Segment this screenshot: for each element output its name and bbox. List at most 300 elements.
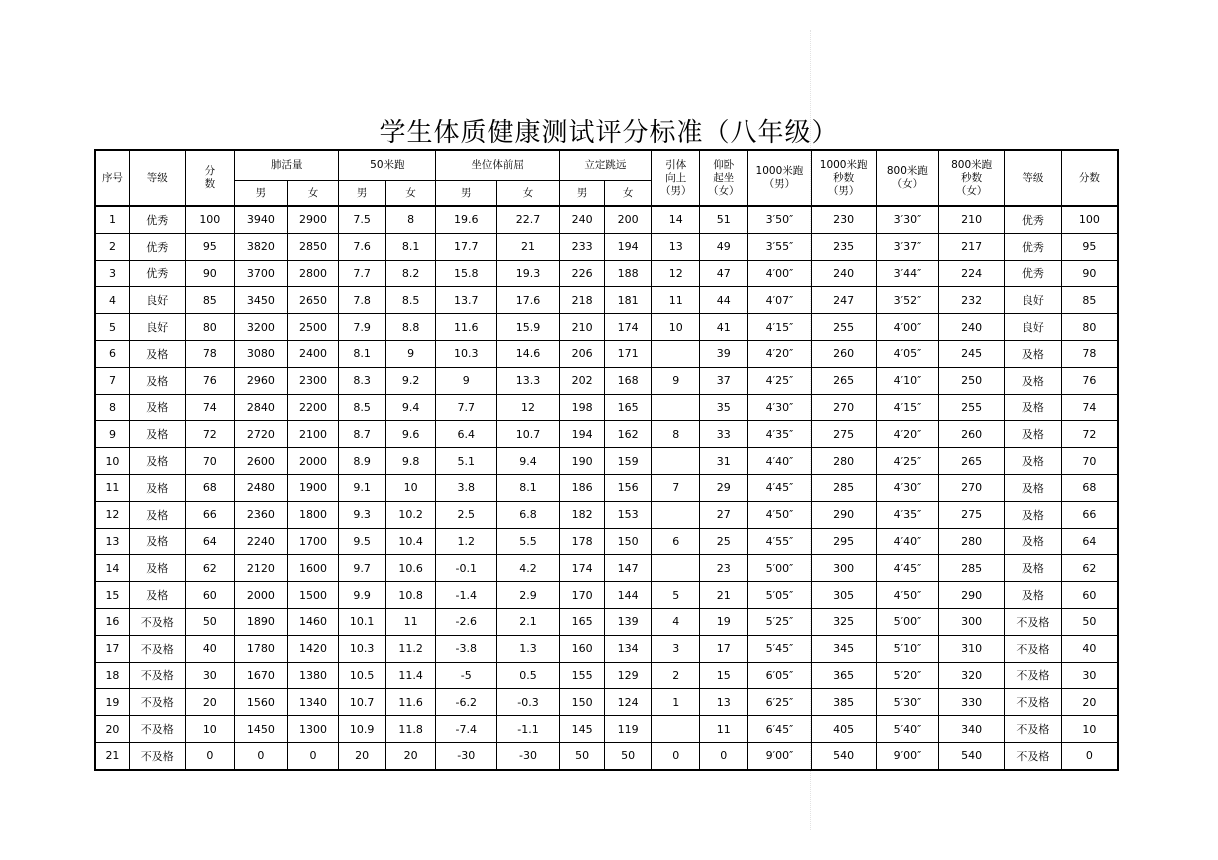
header-male: 男: [559, 181, 605, 207]
table-row: [95, 206, 1118, 233]
table-cell: 6′45″: [748, 716, 812, 743]
table-cell: 12: [651, 260, 700, 287]
table-cell: 540: [939, 742, 1005, 769]
table-cell: 及格: [129, 448, 185, 475]
table-cell: 1670: [235, 662, 288, 689]
table-cell: 2120: [235, 555, 288, 582]
table-cell: 2300: [287, 367, 339, 394]
table-cell: 4′25″: [876, 448, 939, 475]
table-cell: 62: [185, 555, 235, 582]
table-cell: 4′45″: [876, 555, 939, 582]
table-cell: 2720: [235, 421, 288, 448]
table-cell: 10.8: [385, 582, 436, 609]
header-score-right: 分数: [1061, 150, 1118, 206]
table-cell: 3700: [235, 260, 288, 287]
table-cell: 233: [559, 233, 605, 260]
table-cell: 4′07″: [748, 287, 812, 314]
table-cell: 优秀: [129, 206, 185, 233]
table-cell: 78: [185, 340, 235, 367]
table-cell: 1.3: [497, 635, 560, 662]
table-cell: 3200: [235, 314, 288, 341]
table-cell: 10: [95, 448, 129, 475]
table-cell: 280: [939, 528, 1005, 555]
table-row: [95, 716, 1118, 743]
table-cell: 155: [559, 662, 605, 689]
table-cell: 1450: [235, 716, 288, 743]
table-row: [95, 367, 1118, 394]
table-cell: 4: [95, 287, 129, 314]
table-cell: 13: [651, 233, 700, 260]
table-cell: 及格: [1005, 421, 1062, 448]
table-cell: 及格: [1005, 367, 1062, 394]
table-cell: 5′20″: [876, 662, 939, 689]
table-row: [95, 555, 1118, 582]
table-cell: 85: [1061, 287, 1118, 314]
table-cell: 及格: [1005, 340, 1062, 367]
table-cell: 1460: [287, 608, 339, 635]
table-cell: 95: [185, 233, 235, 260]
table-cell: 14.6: [497, 340, 560, 367]
table-cell: 不及格: [1005, 716, 1062, 743]
table-cell: 47: [700, 260, 748, 287]
table-cell: -6.2: [436, 689, 497, 716]
table-cell: 247: [811, 287, 876, 314]
table-cell: 11.6: [385, 689, 436, 716]
table-cell: 18: [95, 662, 129, 689]
table-cell: 23: [700, 555, 748, 582]
table-cell: 4′15″: [876, 394, 939, 421]
table-row: [95, 260, 1118, 287]
table-cell: 174: [605, 314, 652, 341]
table-cell: 70: [185, 448, 235, 475]
table-cell: [651, 448, 700, 475]
table-cell: 优秀: [1005, 206, 1062, 233]
table-cell: 10: [1061, 716, 1118, 743]
table-cell: 及格: [129, 501, 185, 528]
table-cell: 190: [559, 448, 605, 475]
table-cell: 不及格: [1005, 608, 1062, 635]
table-cell: 31: [700, 448, 748, 475]
table-cell: 64: [185, 528, 235, 555]
table-cell: 19: [95, 689, 129, 716]
table-cell: 188: [605, 260, 652, 287]
table-cell: 2.9: [497, 582, 560, 609]
table-cell: 不及格: [129, 716, 185, 743]
table-cell: 60: [185, 582, 235, 609]
table-cell: 4.2: [497, 555, 560, 582]
table-cell: 11: [700, 716, 748, 743]
table-cell: 217: [939, 233, 1005, 260]
table-cell: 60: [1061, 582, 1118, 609]
table-cell: 29: [700, 474, 748, 501]
header-1000m-seconds: 1000米跑 秒数 （男）: [811, 150, 876, 206]
table-cell: 及格: [129, 555, 185, 582]
table-cell: 6.8: [497, 501, 560, 528]
table-cell: 30: [185, 662, 235, 689]
table-cell: 40: [1061, 635, 1118, 662]
header-800m-run: 800米跑 （女）: [876, 150, 939, 206]
table-cell: 280: [811, 448, 876, 475]
table-cell: 129: [605, 662, 652, 689]
table-cell: 4′20″: [876, 421, 939, 448]
table-cell: 4′30″: [748, 394, 812, 421]
table-cell: 30: [1061, 662, 1118, 689]
table-cell: 405: [811, 716, 876, 743]
table-cell: 95: [1061, 233, 1118, 260]
table-cell: -1.4: [436, 582, 497, 609]
table-cell: 5′40″: [876, 716, 939, 743]
table-cell: 15: [95, 582, 129, 609]
table-cell: 8.5: [385, 287, 436, 314]
table-cell: 8.1: [497, 474, 560, 501]
table-cell: 224: [939, 260, 1005, 287]
table-cell: 7: [651, 474, 700, 501]
table-cell: 240: [939, 314, 1005, 341]
table-cell: 14: [651, 206, 700, 233]
table-cell: 优秀: [1005, 233, 1062, 260]
table-cell: 及格: [129, 528, 185, 555]
table-cell: -3.8: [436, 635, 497, 662]
table-cell: 2850: [287, 233, 339, 260]
table-cell: 13: [95, 528, 129, 555]
table-cell: -5: [436, 662, 497, 689]
table-cell: 3′44″: [876, 260, 939, 287]
table-cell: 20: [339, 742, 386, 769]
table-cell: -0.1: [436, 555, 497, 582]
table-cell: 51: [700, 206, 748, 233]
table-cell: 345: [811, 635, 876, 662]
table-cell: 及格: [129, 582, 185, 609]
table-cell: 9: [385, 340, 436, 367]
table-cell: 4: [651, 608, 700, 635]
table-cell: 1.2: [436, 528, 497, 555]
table-cell: 10.9: [339, 716, 386, 743]
table-cell: 64: [1061, 528, 1118, 555]
table-cell: 165: [559, 608, 605, 635]
table-cell: 3′55″: [748, 233, 812, 260]
table-cell: 240: [811, 260, 876, 287]
table-cell: 162: [605, 421, 652, 448]
table-cell: 41: [700, 314, 748, 341]
table-cell: 及格: [1005, 501, 1062, 528]
table-cell: 365: [811, 662, 876, 689]
table-cell: 3080: [235, 340, 288, 367]
table-cell: 8.3: [339, 367, 386, 394]
table-row: [95, 340, 1118, 367]
table-cell: 171: [605, 340, 652, 367]
table-cell: 4′05″: [876, 340, 939, 367]
table-cell: 8: [651, 421, 700, 448]
table-cell: 良好: [129, 287, 185, 314]
table-cell: 147: [605, 555, 652, 582]
table-cell: 4′45″: [748, 474, 812, 501]
table-cell: 5.1: [436, 448, 497, 475]
table-cell: 37: [700, 367, 748, 394]
table-cell: 5: [95, 314, 129, 341]
table-cell: -1.1: [497, 716, 560, 743]
table-cell: 174: [559, 555, 605, 582]
table-cell: 20: [385, 742, 436, 769]
table-cell: 15.8: [436, 260, 497, 287]
table-cell: 49: [700, 233, 748, 260]
header-male: 男: [436, 181, 497, 207]
table-cell: 1600: [287, 555, 339, 582]
table-cell: 0: [1061, 742, 1118, 769]
table-cell: 9: [95, 421, 129, 448]
table-cell: 10.5: [339, 662, 386, 689]
table-row: [95, 394, 1118, 421]
table-cell: 8.7: [339, 421, 386, 448]
table-cell: 290: [811, 501, 876, 528]
table-cell: 3′37″: [876, 233, 939, 260]
table-cell: 10.3: [436, 340, 497, 367]
header-lung-capacity: 肺活量: [235, 150, 339, 181]
table-cell: 11: [95, 474, 129, 501]
table-cell: 13: [700, 689, 748, 716]
table-cell: 1420: [287, 635, 339, 662]
table-cell: 优秀: [129, 260, 185, 287]
table-row: [95, 608, 1118, 635]
table-cell: 9.9: [339, 582, 386, 609]
table-cell: 74: [1061, 394, 1118, 421]
table-cell: 226: [559, 260, 605, 287]
table-cell: 119: [605, 716, 652, 743]
table-cell: 9′00″: [748, 742, 812, 769]
table-cell: 1780: [235, 635, 288, 662]
table-cell: [651, 394, 700, 421]
table-cell: 不及格: [129, 742, 185, 769]
table-cell: 44: [700, 287, 748, 314]
table-cell: 200: [605, 206, 652, 233]
table-cell: 80: [185, 314, 235, 341]
table-cell: 76: [185, 367, 235, 394]
table-cell: 1900: [287, 474, 339, 501]
table-cell: 及格: [129, 340, 185, 367]
table-cell: 275: [811, 421, 876, 448]
table-cell: 3′30″: [876, 206, 939, 233]
table-cell: 不及格: [1005, 635, 1062, 662]
table-cell: 40: [185, 635, 235, 662]
table-cell: 5: [651, 582, 700, 609]
table-cell: 不及格: [1005, 689, 1062, 716]
table-cell: 2000: [287, 448, 339, 475]
header-male: 男: [339, 181, 386, 207]
table-row: [95, 448, 1118, 475]
header-grade-right: 等级: [1005, 150, 1062, 206]
table-cell: 39: [700, 340, 748, 367]
table-cell: 139: [605, 608, 652, 635]
table-cell: 8.1: [385, 233, 436, 260]
table-cell: 90: [185, 260, 235, 287]
table-cell: 2800: [287, 260, 339, 287]
table-cell: 4′20″: [748, 340, 812, 367]
table-cell: 182: [559, 501, 605, 528]
table-cell: 270: [811, 394, 876, 421]
table-cell: 250: [939, 367, 1005, 394]
table-cell: 8: [95, 394, 129, 421]
table-cell: 3.8: [436, 474, 497, 501]
table-cell: 218: [559, 287, 605, 314]
table-cell: 1890: [235, 608, 288, 635]
table-cell: 11.8: [385, 716, 436, 743]
table-cell: 2480: [235, 474, 288, 501]
table-cell: 9.8: [385, 448, 436, 475]
table-row: [95, 528, 1118, 555]
table-cell: 5′45″: [748, 635, 812, 662]
table-cell: 68: [185, 474, 235, 501]
table-cell: 2600: [235, 448, 288, 475]
table-cell: 3′52″: [876, 287, 939, 314]
table-cell: 50: [1061, 608, 1118, 635]
table-cell: 134: [605, 635, 652, 662]
header-1000m-run: 1000米跑 （男）: [748, 150, 812, 206]
table-cell: 3′50″: [748, 206, 812, 233]
table-row: [95, 314, 1118, 341]
table-row: [95, 421, 1118, 448]
table-cell: 33: [700, 421, 748, 448]
table-cell: 5.5: [497, 528, 560, 555]
score-table-body: [95, 206, 1118, 770]
header-male: 男: [235, 181, 288, 207]
table-cell: 20: [95, 716, 129, 743]
table-cell: 206: [559, 340, 605, 367]
table-cell: 及格: [1005, 448, 1062, 475]
table-cell: 4′35″: [748, 421, 812, 448]
table-cell: 68: [1061, 474, 1118, 501]
table-cell: 305: [811, 582, 876, 609]
table-cell: 6′25″: [748, 689, 812, 716]
table-cell: 及格: [1005, 582, 1062, 609]
table-cell: 2650: [287, 287, 339, 314]
table-cell: 1: [95, 206, 129, 233]
table-cell: 9.7: [339, 555, 386, 582]
table-cell: 0: [235, 742, 288, 769]
table-cell: 21: [700, 582, 748, 609]
table-cell: 1300: [287, 716, 339, 743]
table-cell: 72: [1061, 421, 1118, 448]
table-cell: 62: [1061, 555, 1118, 582]
table-cell: 186: [559, 474, 605, 501]
table-cell: 159: [605, 448, 652, 475]
table-cell: 144: [605, 582, 652, 609]
header-index: 序号: [95, 150, 129, 206]
table-cell: 11: [651, 287, 700, 314]
table-cell: 9.3: [339, 501, 386, 528]
table-cell: 9.6: [385, 421, 436, 448]
table-cell: 275: [939, 501, 1005, 528]
table-cell: 255: [811, 314, 876, 341]
table-cell: [651, 555, 700, 582]
table-cell: 10: [385, 474, 436, 501]
table-cell: 8.1: [339, 340, 386, 367]
table-cell: 17: [95, 635, 129, 662]
header-pull-up: 引体 向上 （男）: [651, 150, 700, 206]
table-cell: 2100: [287, 421, 339, 448]
table-cell: 5′10″: [876, 635, 939, 662]
header-sit-and-reach: 坐位体前屈: [436, 150, 559, 181]
table-cell: 6.4: [436, 421, 497, 448]
table-cell: 不及格: [129, 635, 185, 662]
table-cell: 76: [1061, 367, 1118, 394]
table-cell: 9: [651, 367, 700, 394]
table-cell: 72: [185, 421, 235, 448]
table-cell: 10.2: [385, 501, 436, 528]
table-cell: 3820: [235, 233, 288, 260]
table-cell: 27: [700, 501, 748, 528]
table-cell: 9: [436, 367, 497, 394]
table-cell: 0: [287, 742, 339, 769]
table-cell: 4′10″: [876, 367, 939, 394]
table-cell: 100: [185, 206, 235, 233]
table-cell: 153: [605, 501, 652, 528]
table-cell: 5′05″: [748, 582, 812, 609]
table-cell: -30: [497, 742, 560, 769]
table-cell: 15.9: [497, 314, 560, 341]
header-female: 女: [385, 181, 436, 207]
table-cell: 2: [95, 233, 129, 260]
table-cell: 14: [95, 555, 129, 582]
table-cell: 6: [95, 340, 129, 367]
table-cell: 385: [811, 689, 876, 716]
table-cell: 325: [811, 608, 876, 635]
table-cell: 及格: [1005, 394, 1062, 421]
table-cell: 19: [700, 608, 748, 635]
table-cell: 10: [651, 314, 700, 341]
table-cell: 11.2: [385, 635, 436, 662]
table-cell: 7.8: [339, 287, 386, 314]
table-cell: 66: [1061, 501, 1118, 528]
table-cell: 及格: [1005, 474, 1062, 501]
table-cell: 19.6: [436, 206, 497, 233]
table-cell: 260: [939, 421, 1005, 448]
table-cell: 0: [651, 742, 700, 769]
table-cell: 3450: [235, 287, 288, 314]
table-cell: 1800: [287, 501, 339, 528]
table-cell: 优秀: [1005, 260, 1062, 287]
table-cell: 202: [559, 367, 605, 394]
table-cell: 66: [185, 501, 235, 528]
table-cell: 320: [939, 662, 1005, 689]
table-cell: 6: [651, 528, 700, 555]
table-cell: 150: [605, 528, 652, 555]
table-cell: 78: [1061, 340, 1118, 367]
table-cell: 17.7: [436, 233, 497, 260]
table-cell: 100: [1061, 206, 1118, 233]
table-cell: 21: [497, 233, 560, 260]
table-cell: 3: [651, 635, 700, 662]
table-cell: 9.1: [339, 474, 386, 501]
table-cell: 2500: [287, 314, 339, 341]
table-cell: 50: [559, 742, 605, 769]
table-cell: 11: [385, 608, 436, 635]
table-cell: 9.5: [339, 528, 386, 555]
table-cell: 230: [811, 206, 876, 233]
table-cell: 8: [385, 206, 436, 233]
table-cell: 19.3: [497, 260, 560, 287]
table-cell: 良好: [1005, 287, 1062, 314]
table-cell: 12: [95, 501, 129, 528]
table-row: [95, 742, 1118, 769]
table-cell: 295: [811, 528, 876, 555]
table-cell: 265: [811, 367, 876, 394]
table-cell: 330: [939, 689, 1005, 716]
table-cell: 540: [811, 742, 876, 769]
table-cell: 不及格: [1005, 742, 1062, 769]
table-cell: 10.6: [385, 555, 436, 582]
table-cell: 8.5: [339, 394, 386, 421]
table-cell: 4′30″: [876, 474, 939, 501]
table-cell: 20: [1061, 689, 1118, 716]
